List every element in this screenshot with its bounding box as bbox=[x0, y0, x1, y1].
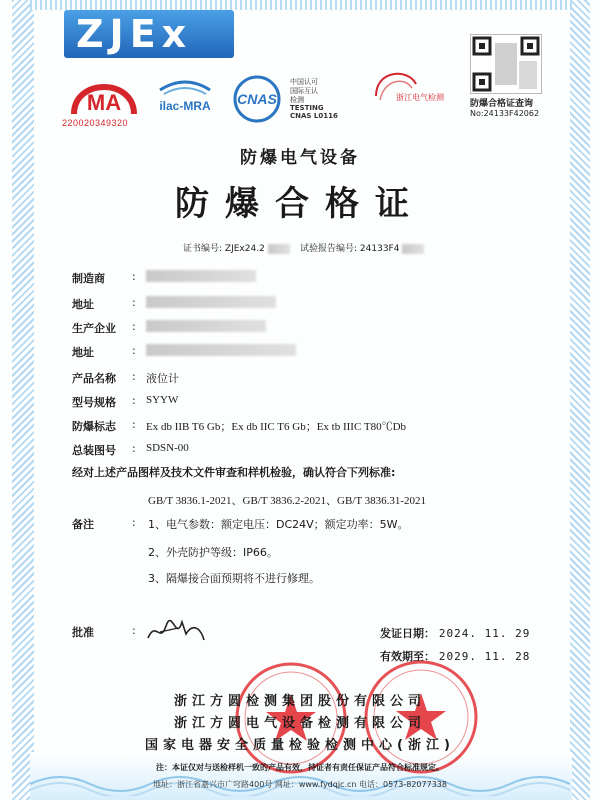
standards-list: GB/T 3836.1-2021、GB/T 3836.2-2021、GB/T 3836.31-2021 bbox=[148, 495, 427, 507]
document-title: 防爆合格证 bbox=[175, 184, 425, 224]
issuing-organization: 浙江方圆检测集团股份有限公司 bbox=[173, 694, 426, 709]
signature-icon bbox=[142, 614, 212, 648]
valid-date-label: 有效期至： bbox=[380, 650, 435, 663]
cert-number-value: ZJEx24.2 bbox=[224, 244, 265, 254]
cnas-logo-icon bbox=[222, 74, 292, 124]
ex-marking-value: Ex db IIB T6 Gb；Ex db IIC T6 Gb；Ex tb IIIC T80℃Db bbox=[146, 421, 407, 433]
redaction-blur bbox=[268, 244, 290, 254]
redaction-blur bbox=[146, 344, 296, 356]
border-right-pattern bbox=[570, 0, 590, 800]
issuing-organization: 国家电器安全质量检验检测中心(浙江) bbox=[145, 738, 455, 753]
cnas-side-line: 国际互认 bbox=[290, 87, 318, 95]
cnas-side-line: 检测 bbox=[290, 96, 304, 104]
redaction-blur bbox=[402, 244, 424, 254]
remark-item: 1、电气参数：额定电压：DC24V；额定功率：5W。 bbox=[148, 518, 409, 531]
remarks-label: 备注 bbox=[72, 518, 94, 531]
remark-item: 3、隔爆接合面预期将不进行修理。 bbox=[148, 572, 320, 585]
cnas-code: CNAS L0116 bbox=[290, 112, 338, 120]
report-number bbox=[300, 241, 424, 254]
cma-text: MA bbox=[86, 90, 122, 115]
qr-label: 防爆合格证查询 bbox=[470, 99, 534, 109]
cnas-testing-label: TESTING bbox=[290, 104, 324, 112]
ilac-mra-logo-icon bbox=[150, 76, 220, 118]
report-number-value: 24133F4 bbox=[359, 244, 400, 254]
compliance-statement: 经对上述产品图样及技术文件审查和样机检验，确认符合下列标准: bbox=[72, 466, 396, 479]
field-label: 产品名称 bbox=[72, 372, 116, 385]
disclaimer: 注：本证仅对与送检样机一致的产品有效，持证者有责任保证产品符合标准规定。 bbox=[156, 763, 444, 772]
remark-item: 2、外壳防护等级：IP66。 bbox=[148, 546, 278, 559]
field-label: 制造商 bbox=[72, 272, 105, 285]
issue-date bbox=[380, 625, 530, 641]
cma-number: 220020349320 bbox=[62, 118, 129, 128]
field-label: 防爆标志 bbox=[72, 420, 116, 433]
ilac-text: ilac-MRA bbox=[159, 99, 211, 113]
redaction-blur bbox=[146, 270, 256, 282]
drawing-value: SDSN-00 bbox=[146, 442, 189, 454]
contact-address: 地址：浙江省嘉兴市广穹路400号 网址：www.fydqjc.cn 电话：0573-82077338 bbox=[153, 780, 447, 789]
issuing-organization: 浙江方圆电气设备检测有限公司 bbox=[173, 716, 426, 731]
certificate-page: ZJEx MA 220020349320 ilac-MRA CNAS 中国认可 国际互认 检测 TESTING CNAS L0116 浙江电气检测 防爆合格证查询 No:24133F42062 防爆电气设备 防爆合格证 证书编号: ZJEx24.2 试验报告编号: 24133F4 制造商 : 地址 : 生产企业 : 地址 : 产品名称 : 液位计 型号规格 : SYYW 防爆标志 : Ex db IIB T6 Gb；Ex db IIC T6 Gb；Ex tb IIIC T80℃Db 总装图号 : SDSN-00 经对上述产品图样及技术文件审查和样机检验，确认符合下列标准: GB/T 3836.1-2021、GB/T 3836.2-2021、GB/T 3836.31-2021 备注 : 1、电气参数：额定电压：DC24V；额定功率：5W。 2、外壳防护等级：IP66。 3、隔爆接合面预期将不进行修理。 批准 : 发证日期： 2024. 11. 29 有效期至： 2029. 11. 28 浙江方圆检测集团股份有限公司 浙江方圆电气设备检测有限公司 国家电器安全质量检验检测中心(浙江) 注：本证仅对与送检样机一致的产品有效，持证者有责任保证产品符合标准规定。 地址：浙江省嘉兴市广穹路400号 网址：www.fydqjc.cn 电话：0573-82077338 bbox=[0, 0, 600, 800]
field-label: 地址 bbox=[72, 346, 94, 359]
approval-label: 批准 bbox=[72, 626, 94, 639]
issue-date-label: 发证日期： bbox=[380, 627, 435, 640]
cnas-side-line: 中国认可 bbox=[290, 78, 318, 86]
field-label: 生产企业 bbox=[72, 322, 116, 335]
field-label: 型号规格 bbox=[72, 396, 116, 409]
cnas-side-text bbox=[290, 78, 318, 105]
cnas-accreditation bbox=[290, 104, 338, 120]
model-value: SYYW bbox=[146, 394, 179, 406]
field-label: 地址 bbox=[72, 298, 94, 311]
border-left-pattern bbox=[12, 0, 34, 800]
valid-date-value: 2029. 11. 28 bbox=[438, 650, 531, 663]
redaction-blur bbox=[146, 296, 276, 308]
certificate-number bbox=[183, 241, 290, 254]
issue-date-value: 2024. 11. 29 bbox=[438, 627, 531, 640]
cnas-text: CNAS bbox=[237, 91, 277, 107]
product-name-value: 液位计 bbox=[146, 373, 179, 385]
redaction-blur bbox=[146, 320, 266, 332]
brand-logo: ZJEx bbox=[76, 12, 193, 56]
document-subtitle: 防爆电气设备 bbox=[240, 148, 360, 168]
border-top-pattern bbox=[30, 0, 572, 10]
cert-number-label: 证书编号: bbox=[183, 244, 223, 254]
field-label: 总装图号 bbox=[72, 444, 116, 457]
qr-number: No:24133F42062 bbox=[470, 109, 540, 118]
gwj-text: 浙江电气检测 bbox=[396, 93, 444, 102]
zhejiang-electric-testing-logo-icon bbox=[368, 66, 464, 116]
qr-code-icon[interactable] bbox=[470, 34, 542, 94]
report-number-label: 试验报告编号: bbox=[300, 244, 358, 254]
